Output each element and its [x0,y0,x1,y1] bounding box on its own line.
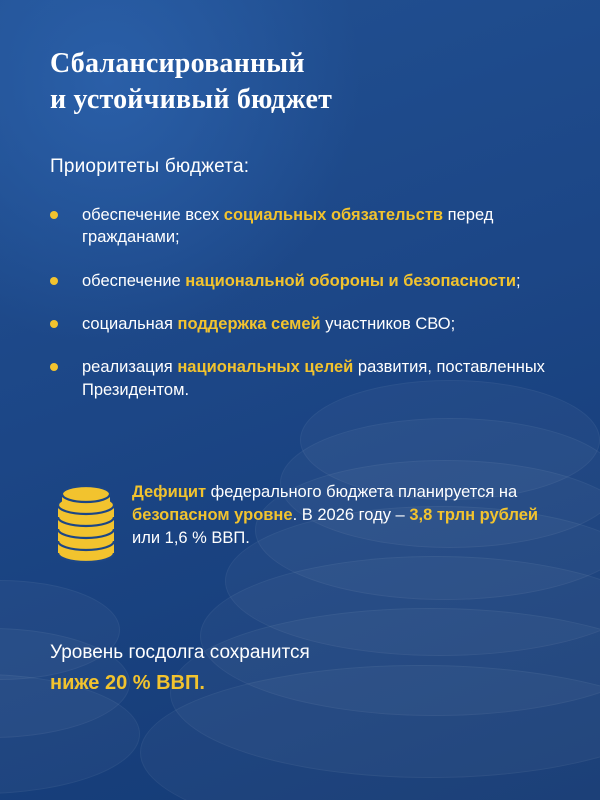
list-item-text: обеспечение национальной обороны и безопасности; [82,271,521,290]
deficit-block [50,477,552,574]
bullet-icon [50,211,58,219]
debt-line-2: ниже 20 % ВВП. [50,672,205,695]
list-item [50,204,552,249]
title-line-2: и устойчивый бюджет [50,83,333,115]
bullet-icon [50,320,58,328]
list-item-text: обеспечение всех социальных обязательств перед гражданами; [82,205,494,247]
coin-stack-icon [50,477,132,574]
list-item [50,270,552,292]
debt-line-1: Уровень госдолга сохранится [50,642,310,664]
bullet-icon [50,363,58,371]
page-title [50,46,552,118]
debt-block [50,640,552,697]
bullet-icon [50,277,58,285]
list-item-text: социальная поддержка семей участников СВО; [82,314,456,333]
list-item [50,356,552,401]
list-item-text: реализация национальных целей развития, поставленных Президентом. [82,358,545,399]
priorities-list [50,204,552,402]
list-item [50,313,552,335]
title-line-1: Сбалансированный [50,48,305,79]
deficit-text: Дефицит федерального бюджета планируется на безопасном уровне. В 2026 году – 3,8 трлн рублей или 1,6 % ВВП. [132,483,539,547]
section-subtitle: Приоритеты бюджета: [50,155,250,177]
